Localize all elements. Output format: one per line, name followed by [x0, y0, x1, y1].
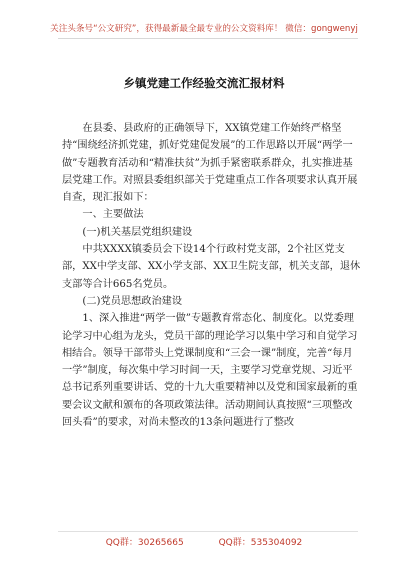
heading-main-practices: 一、主要做法 [82, 209, 144, 221]
document-body [62, 120, 362, 431]
footer [0, 535, 408, 548]
header-divider [58, 38, 358, 39]
footer-qq-group-2: QQ群：535304092 [218, 538, 303, 548]
footer-qq-group-1: QQ群：30265665 [105, 538, 184, 548]
header-banner: 关注头条号“公文研究”，获得最新最全最专业的公文资料库！ 微信：gongwenyj [50, 24, 358, 34]
paragraph-organization: 中共XXXX镇委员会下设14个行政村党支部，2个社区党支部，XX中学支部、XX小学支部、XX卫生院支部，机关支部，退休支部等合计665名党员。 [62, 244, 361, 290]
heading-ideological-building: (二)党员思想政治建设 [82, 295, 183, 307]
paragraph-intro: 在县委、县政府的正确领导下，XX镇党建工作始终严格坚持“围绕经济抓党建，抓好党建促发展”的工作思路以开展“两学一做”专题教育活动和“精准扶贫”为抓手紧密联系群众，扎实推进基层党建工作。对照县委组织部关于党建重点工作各项要求认真开展自查，现汇报如下： [62, 123, 358, 204]
document-title: 乡镇党建工作经验交流汇报材料 [123, 76, 285, 90]
paragraph-study-campaign: 1、深入推进“两学一做”专题教育常态化、制度化。以党委理论学习中心组为龙头，党员干部的理论学习以集中学习和自觉学习相结合。领导干部带头上党课制度和“三会一课”制度，完善“每月一学”制度，每次集中学习时间一天，主要学习党章党规、习近平总书记系列重要讲话、党的十九大重要精神以及党和国家最新的重要会议文献和颁布的各项政策法律。活动期间认真按照“三项整改回头看”的要求，对尚未整改的13条问题进行了整改 [62, 313, 358, 429]
heading-party-organization: (一)机关基层党组织建设 [82, 226, 193, 238]
footer-divider [58, 531, 358, 532]
